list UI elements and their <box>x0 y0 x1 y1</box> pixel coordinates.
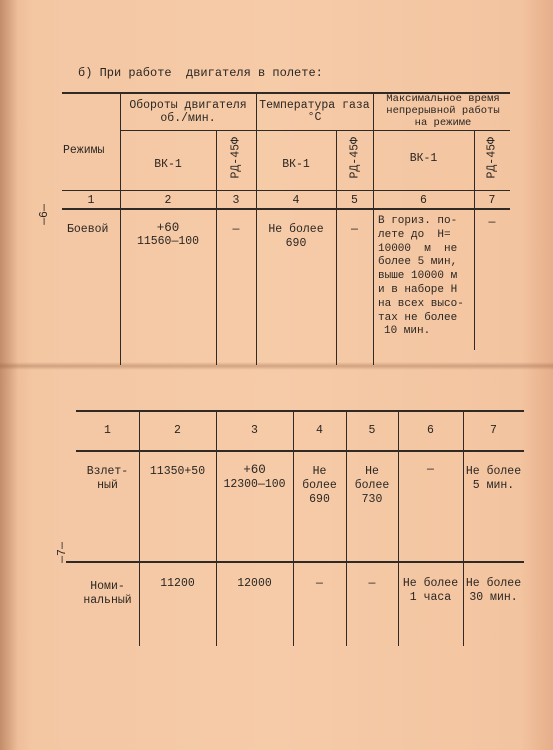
row-boevoy-mode: Боевой <box>67 223 109 236</box>
table2-vline-4 <box>346 411 347 646</box>
header-temp-vk1: ВК-1 <box>282 158 310 171</box>
header-rpm-rd45f: РД-45Ф <box>229 137 243 179</box>
row-nominal-c4: — <box>316 577 323 590</box>
row-boevoy-temp-2: 690 <box>285 237 307 250</box>
table2-vline-6 <box>463 411 464 646</box>
table2-colnum-1: 1 <box>104 424 111 437</box>
table2-colnum-5: 5 <box>368 424 376 437</box>
time-line: лете до Н= <box>378 228 451 241</box>
header-maxtime-line1: Максимальное время <box>386 93 500 105</box>
header-temp-rd45f: РД-45Ф <box>348 137 362 179</box>
row-nominal-c6-2: 1 часа <box>409 591 452 604</box>
table2-numbers-rule <box>76 450 524 452</box>
row-boevoy-rpm-plus: +60 <box>156 221 180 235</box>
row-vzlet-c5-3: 730 <box>361 493 383 506</box>
table2-vline-1 <box>139 411 140 646</box>
time-line: В гориз. по- <box>378 215 458 227</box>
table1-header-rule <box>62 190 510 191</box>
row-nominal-c2: 11200 <box>160 577 195 590</box>
row-vzlet-c7-1: Не более <box>465 465 522 478</box>
table2-vline-3 <box>293 411 294 646</box>
row-nominal-c7-2: 30 мин. <box>469 591 518 604</box>
time-line: 10000 м не <box>378 242 458 255</box>
time-line: выше 10000 м <box>378 270 458 283</box>
table2-vline-2 <box>216 411 217 646</box>
table2-colnum-7: 7 <box>490 424 497 437</box>
row-boevoy-rpm-main: 11560—100 <box>136 235 200 248</box>
row-nominal-c3: 12000 <box>237 577 272 590</box>
page-fold <box>0 362 553 370</box>
header-maxtime-line2: непрерывной работы <box>386 105 500 117</box>
row-vzlet-c5-1: Не <box>365 465 379 478</box>
page-edge-shadow <box>0 0 18 750</box>
table1-colnum-1: 1 <box>87 194 95 207</box>
row-nominal-c7-1: Не более <box>465 577 522 590</box>
header-rpm-vk1: ВК-1 <box>154 158 182 171</box>
row-vzlet-c3-plus: +60 <box>243 463 266 477</box>
row-nominal-mode-1: Номи- <box>90 580 125 593</box>
row-vzlet-c4-3: 690 <box>309 493 330 506</box>
row-vzlet-c4-1: Не <box>312 465 327 478</box>
table1-vline-2 <box>216 130 217 365</box>
header-time-rd45f: РД-45Ф <box>485 137 499 179</box>
row-nominal-c6-1: Не более <box>402 577 459 590</box>
table2-top-rule <box>76 410 524 412</box>
header-temp-line2: °C <box>307 111 322 124</box>
table1-colnum-7: 7 <box>488 194 496 207</box>
table2-colnum-2: 2 <box>174 424 181 437</box>
row-vzlet-c5-2: более <box>354 479 390 492</box>
header-rpm-line1: Обороты двигателя <box>129 99 247 112</box>
table1-colnum-3: 3 <box>232 194 240 207</box>
table2-colnum-3: 3 <box>251 424 258 437</box>
header-modes: Режимы <box>63 144 105 157</box>
row-boevoy-time-rd: — <box>488 216 496 229</box>
section-title: б) При работе двигателя в полете: <box>78 66 323 80</box>
row-vzlet-c6: — <box>427 463 434 476</box>
table2-colnum-4: 4 <box>316 424 323 437</box>
page-number-top: —6— <box>37 204 51 225</box>
table2-colnum-6: 6 <box>427 424 434 437</box>
row-vzlet-c3-main: 12300—100 <box>223 478 286 491</box>
row-boevoy-rpm-rd: — <box>232 223 240 236</box>
header-temp-line1: Температура газа <box>259 99 370 112</box>
table1-colnum-2: 2 <box>164 194 172 207</box>
table1-colnum-4: 4 <box>292 194 300 207</box>
table1-numbers-rule <box>62 208 510 210</box>
row-vzlet-mode-1: Взлет- <box>86 465 129 478</box>
table1-colnum-5: 5 <box>351 194 358 207</box>
page-number-bottom: —7— <box>55 542 69 563</box>
row-nominal-c5: — <box>368 577 376 590</box>
table1-vline-4 <box>336 130 337 365</box>
header-time-vk1: ВК-1 <box>409 152 438 165</box>
table1-vline-5 <box>373 93 374 365</box>
row-vzlet-mode-2: ный <box>97 479 118 492</box>
time-line: и в наборе Н <box>378 283 458 296</box>
row-vzlet-c7-2: 5 мин. <box>472 479 515 492</box>
table1-vline-6 <box>474 130 475 350</box>
row-vzlet-c4-2: более <box>302 479 337 492</box>
time-line: тах не более <box>378 311 458 324</box>
row-boevoy-time <box>378 215 474 339</box>
table2-row-rule <box>66 561 524 563</box>
header-rpm-line2: об./мин. <box>160 112 216 125</box>
row-vzlet-c2: 11350+50 <box>149 465 206 478</box>
row-boevoy-temp-rd: — <box>351 223 358 236</box>
table1-header-mid-rule <box>120 130 510 131</box>
time-line: более 5 мин, <box>378 256 458 269</box>
header-maxtime-line3: на режиме <box>414 117 472 129</box>
row-nominal-mode-2: нальный <box>83 594 132 607</box>
table2-vline-5 <box>398 411 399 646</box>
time-line: 10 мин. <box>384 325 431 338</box>
row-boevoy-temp-1: Не более <box>268 223 324 236</box>
time-line: на всех высо- <box>378 297 464 310</box>
table1-colnum-6: 6 <box>420 194 427 207</box>
